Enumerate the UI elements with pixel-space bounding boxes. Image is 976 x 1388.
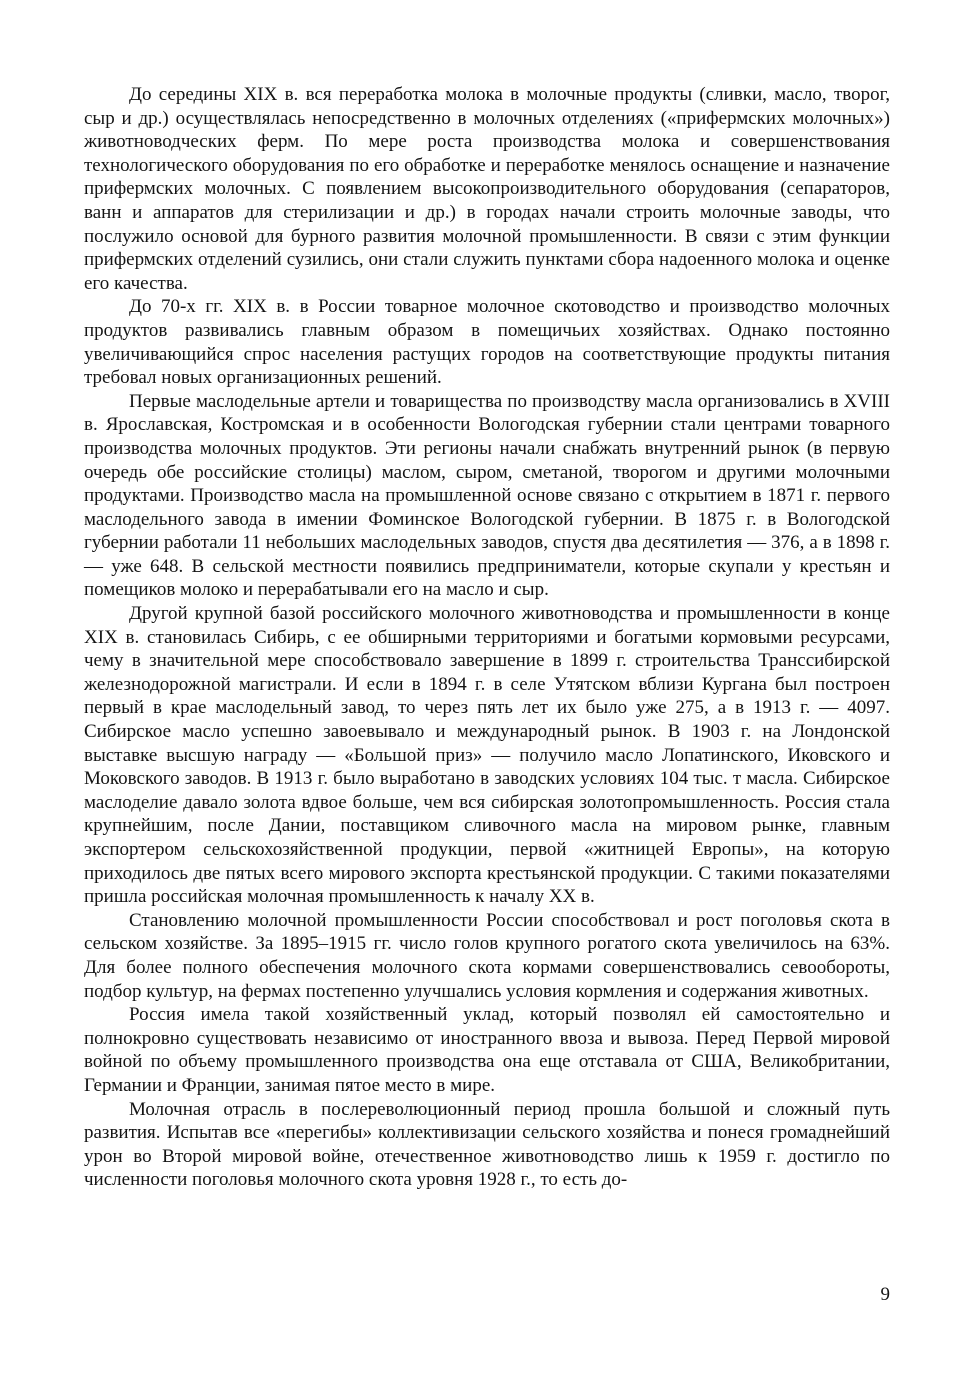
- paragraph-2: До 70-х гг. XIX в. в России товарное молочное скотоводство и производство молочных продуктов развивались главным образом в помещичьих хозяйствах. Однако постоянно увеличивающийся спрос населения растущих городов на соответствующие продукты питания требовал новых организационных решений.: [84, 296, 890, 389]
- paragraph-5: Становлению молочной промышленности России способствовал и рост поголовья скота в сельском хозяйстве. За 1895–1915 гг. число голов крупного рогатого скота увеличилось на 63%. Для более полного обеспечения молочного скота кормами совершенствовались севообороты, подбор культур, на фермах постепенно улучшались условия кормления и содержания животных.: [84, 909, 890, 1002]
- paragraph-4: Другой крупной базой российского молочного животноводства и промышленности в конце XIX в. становилась Сибирь, с ее обширными территориями и богатыми кормовыми ресурсами, чему в значительной мере способствовало завершение в 1899 г. строительства Транссибирской железнодорожной магистрали. И если в 1894 г. в селе Утятском вблизи Кургана был построен первый в крае маслодельный завод, то через пять лет их было уже 275, а в 1913 г. — 4097. Сибирское масло успешно завоевывало и международный рынок. В 1903 г. на Лондонской выставке высшую награду — «Большой приз» — получило масло Лопатинского, Иковского и Моковского заводов. В 1913 г. было выработано в заводских условиях 104 тыс. т масла. Сибирское маслоделие давало золота вдвое больше, чем вся сибирская золотопромышленность. Россия стала крупнейшим, после Дании, поставщиком сливочного масла на мировом рынке, главным экспортером сельскохозяйственной продукции, первой «житницей Европы», на которую приходилось две пятых всего мирового экспорта крестьянской продукции. С такими показателями пришла российская молочная промышленность к началу XX в.: [84, 603, 890, 908]
- body-text: [84, 83, 890, 1192]
- paragraph-6: Россия имела такой хозяйственный уклад, который позволял ей самостоятельно и полнокровно существовать независимо от иностранного ввоза и вывоза. Перед Первой мировой войной по объему промышленного производства она еще отставала от США, Великобритании, Германии и Франции, занимая пятое место в мире.: [84, 1004, 890, 1096]
- paragraph-1: До середины XIX в. вся переработка молока в молочные продукты (сливки, масло, творог, сыр и др.) осуществлялась непосредственно в молочных отделениях («прифермских молочных») животноводческих ферм. По мере роста производства молока и совершенствования технологического оборудования по его обработке и переработке менялось оснащение и назначение прифермских молочных. С появлением высокопроизводительного оборудования (сепараторов, ванн и аппаратов для стерилизации и др.) в городах начали строить молочные заводы, что послужило основой для бурного развития молочной промышленности. В связи с этим функции прифермских отделений сузились, они стали служить пунктами сбора надоенного молока и оценке его качества.: [84, 84, 890, 294]
- page-number: 9: [880, 1284, 890, 1305]
- paragraph-3: Первые маслодельные артели и товарищества по производству масла организовались в XVIII в. Ярославская, Костромская и в особенности Вологодская губернии стали центрами товарного производства молочных продуктов. Эти регионы начали снабжать внутренний рынок (в первую очередь обе российские столицы) маслом, сыром, сметаной, творогом и другими молочными продуктами. Производство масла на промышленной основе связано с открытием в 1871 г. первого маслодельного завода в имении Фоминское Вологодской губернии. В 1875 г. в Вологодской губернии работали 11 небольших маслодельных заводов, спустя два десятилетия — 376, а в 1898 г. — уже 648. В сельской местности появились предприниматели, которые скупали у крестьян и помещиков молоко и перерабатывали его на масло и сыр.: [84, 390, 890, 601]
- paragraph-7: Молочная отрасль в послереволюционный период прошла большой и сложный путь развития. Испытав все «перегибы» коллективизации сельского хозяйства и понеся громаднейший урон во Второй мировой войне, отечественное животноводство лишь к 1959 г. достигло по численности поголовья молочного скота уровня 1928 г., то есть до-: [84, 1098, 890, 1191]
